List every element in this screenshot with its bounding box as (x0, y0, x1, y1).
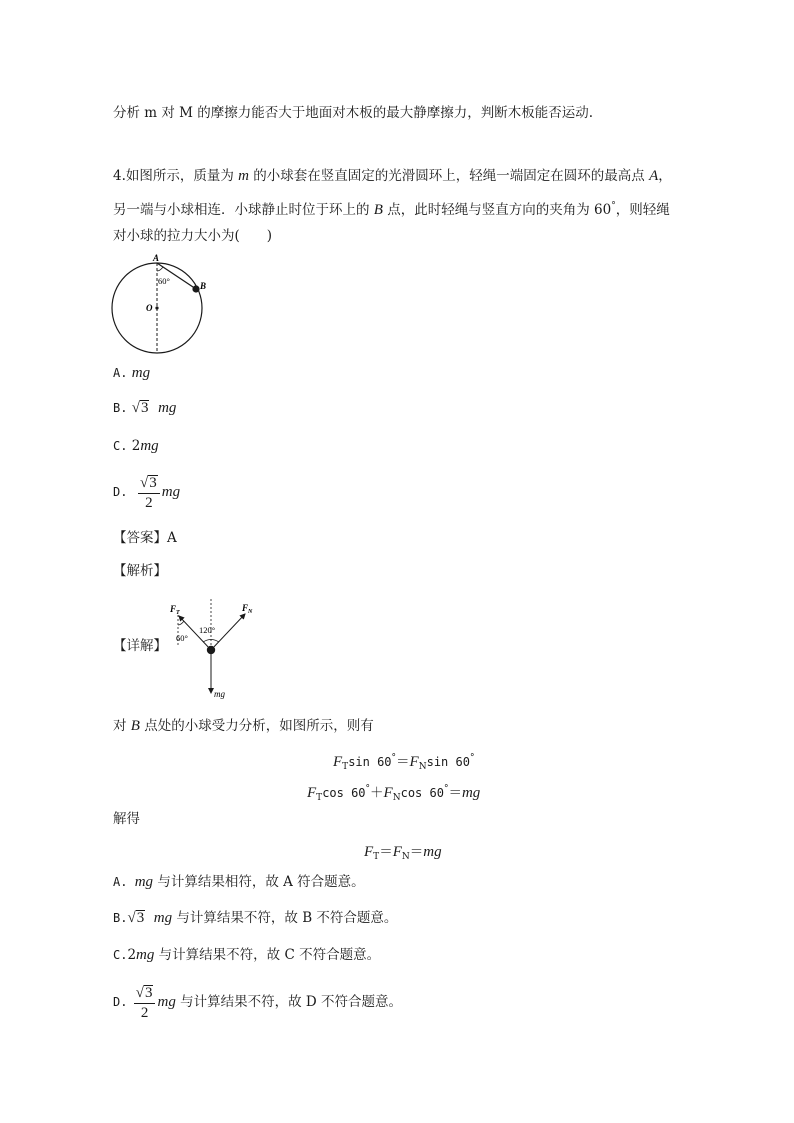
solution-intro: 对 B 点处的小球受力分析，如图所示，则有 (113, 718, 374, 734)
option-B-value: mg (158, 400, 177, 416)
question-line-2 (113, 196, 670, 220)
fraction: $\frac{√3}{2}$ (134, 984, 156, 1022)
q-text: 的小球套在竖直固定的光滑圆环上，轻绳一端固定在圆环的最高点 (249, 168, 650, 184)
option-D-value: mg (161, 484, 181, 500)
sqrt-symbol: √3 (127, 910, 145, 926)
label-60: 60° (176, 633, 188, 643)
FN-arrow (211, 614, 245, 650)
q-degree: ° (611, 201, 616, 211)
label-FN: $F_N$ (242, 603, 253, 615)
answer-line (113, 528, 177, 548)
equation-3: $F_T=F_N=mg$ (364, 844, 442, 862)
question-line-1 (113, 166, 672, 186)
label-FT: $F_T$ (170, 604, 180, 616)
option-A-label: A. (113, 366, 128, 380)
option-D (113, 472, 180, 512)
conclusion-A: A. mg 与计算结果相符，故 A 符合题意。 (113, 874, 365, 890)
option-C-label: C. (113, 439, 128, 453)
analysis-label: 【解析】 (113, 563, 167, 579)
question-line-3: 对小球的拉力大小为( ) (113, 228, 273, 244)
label-mg: mg (214, 689, 225, 699)
equation-2: $F_T\cos$ $60^\circ+F_N\cos$ 60°＝mg (307, 784, 481, 803)
q-text: 另一端与小球相连．小球静止时位于环上的 (113, 202, 374, 218)
label-B: B (200, 281, 207, 291)
answer-value: A (167, 530, 177, 546)
angle-arc (157, 267, 163, 271)
option-A-value: mg (131, 365, 151, 381)
ring-diagram (108, 252, 218, 357)
q-text: ， (658, 168, 672, 184)
answer-label: 【答案】 (113, 530, 167, 546)
angle-label: 60° (158, 276, 170, 286)
q-text: 4.如图所示，质量为 (113, 168, 239, 184)
option-B-label: B. (113, 401, 128, 415)
conclusion-C: C.2mg 与计算结果不符，故 C 不符合题意。 (113, 947, 381, 963)
label-O: O (146, 303, 153, 313)
option-B (113, 398, 176, 418)
detail-label: 【详解】 (113, 638, 167, 654)
sqrt-symbol: √3 (131, 400, 149, 416)
angle60-arc (178, 621, 184, 625)
q-var-m: m (238, 168, 250, 184)
conclusion-D: D. $\frac{√3}{2}$ mg 与计算结果不符，故 D 不符合题意。 (113, 984, 403, 1021)
label-120: 120° (199, 625, 216, 635)
ball-B (192, 285, 199, 292)
q-var-B: B (373, 202, 383, 218)
conclusion-B: B.√3 mg 与计算结果不符，故 B 不符合题意。 (113, 910, 398, 926)
option-C (113, 436, 159, 456)
center-dot (155, 306, 158, 309)
option-A (113, 363, 150, 383)
force-diagram (165, 597, 265, 702)
q-text: ，则轻绳 (615, 202, 670, 218)
option-C-value: mg (140, 438, 159, 454)
q-text: 点，此时轻绳与竖直方向的夹角为 60 (382, 202, 612, 218)
label-A: A (153, 253, 160, 263)
option-D-label: D. (113, 485, 128, 499)
equation-1: $F_T\sin$ $60^\circ=F_N\sin$ 60° (333, 753, 475, 772)
ball (207, 646, 215, 654)
option-C-coef: 2 (131, 438, 141, 454)
solve-label: 解得 (113, 811, 140, 827)
fraction: $\frac{√3}{2}$ (138, 474, 160, 512)
intro-text: 分析 m 对 M 的摩擦力能否大于地面对木板的最大静摩擦力，判断木板能否运动. (113, 105, 594, 121)
q-var-A: A (649, 168, 659, 184)
